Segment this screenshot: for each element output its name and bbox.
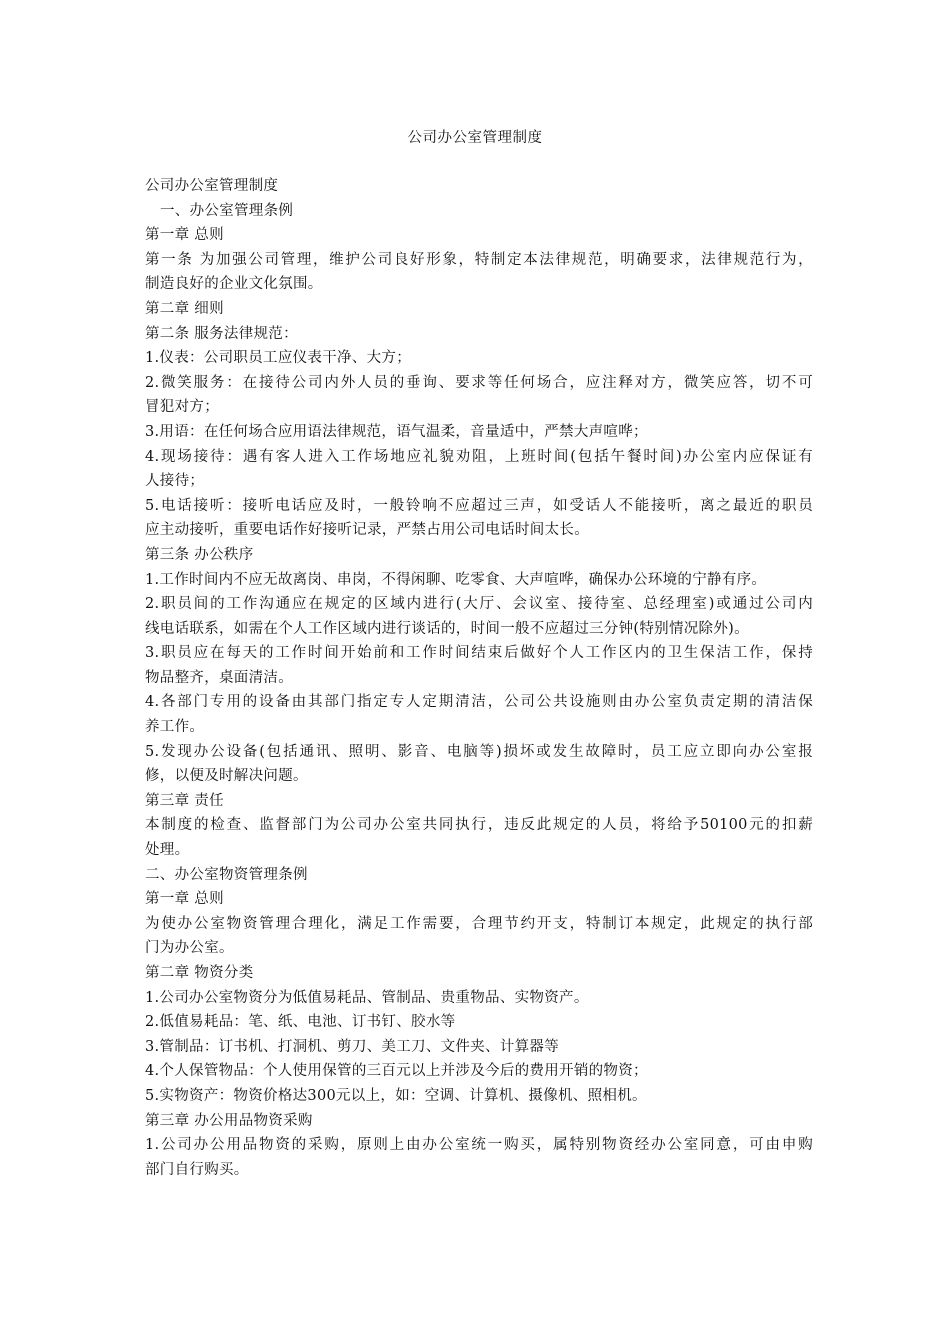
text-line: 1.工作时间内不应无故离岗、串岗，不得闲聊、吃零食、大声喧哗，确保办公环境的宁静有序。: [145, 571, 767, 588]
text-line: 4.现场接待：遇有客人进入工作场地应礼貌劝阻，上班时间(包括午餐时间)办公室内应保证有: [145, 448, 813, 465]
text-line: 1.仪表：公司职员工应仪表干净、大方；: [145, 350, 412, 367]
text-line: 公司办公室管理制度: [145, 178, 279, 194]
text-line: 第一章 总则: [145, 891, 224, 908]
text-line: 第二章 细则: [145, 300, 224, 317]
text-line: 二、办公室物资管理条例: [145, 866, 308, 883]
text-line: 5.实物资产：物资价格达300元以上，如：空调、计算机、摄像机、照相机。: [145, 1087, 647, 1104]
text-line: 5.发现办公设备(包括通讯、照明、影音、电脑等)损坏或发生故障时，员工应立即向办公室报: [145, 743, 813, 760]
text-line: 2.微笑服务：在接待公司内外人员的垂询、要求等任何场合，应注释对方，微笑应答，切不可: [145, 374, 813, 391]
text-line: 第一条 为加强公司管理，维护公司良好形象，特制定本法律规范，明确要求，法律规范行为，: [145, 251, 813, 268]
text-line: 1.公司办公室物资分为低值易耗品、管制品、贵重物品、实物资产。: [145, 989, 589, 1006]
text-line: 2.职员间的工作沟通应在规定的区域内进行(大厅、会议室、接待室、总经理室)或通过公司内: [145, 596, 813, 613]
text-line: 第二条 服务法律规范：: [145, 325, 298, 342]
text-line: 3.用语：在任何场合应用语法律规范，语气温柔，音量适中，严禁大声喧哗；: [145, 423, 648, 440]
document-title: 公司办公室管理制度: [407, 130, 543, 146]
text-line: 第一章 总则: [145, 227, 224, 244]
text-line: 第三章 责任: [145, 792, 224, 809]
text-line: 处理。: [145, 842, 190, 859]
text-line: 线电话联系，如需在个人工作区域内进行谈话的，时间一般不应超过三分钟(特别情况除外)。: [145, 620, 749, 637]
text-line: 第二章 物资分类: [145, 965, 254, 981]
text-line: 本制度的检查、监督部门为公司办公室共同执行，违反此规定的人员，将给予50100元的扣薪: [145, 817, 813, 834]
text-line: 1.公司办公用品物资的采购，原则上由办公室统一购买，属特别物资经办公室同意，可由申购: [145, 1137, 813, 1154]
text-line: 第三章 办公用品物资采购: [145, 1112, 313, 1129]
text-line: 养工作。: [145, 719, 205, 736]
text-line: 为使办公室物资管理合理化，满足工作需要，合理节约开支，特制订本规定，此规定的执行部: [145, 915, 813, 932]
text-line: 第三条 办公秩序: [145, 546, 254, 563]
text-line: 物品整齐，桌面清洁。: [145, 669, 293, 686]
text-line: 4.各部门专用的设备由其部门指定专人定期清洁，公司公共设施则由办公室负责定期的清洁保: [145, 694, 813, 711]
text-line: 修，以便及时解决问题。: [145, 768, 308, 785]
text-line: 门为办公室。: [145, 940, 234, 957]
text-line: 冒犯对方；: [145, 399, 219, 416]
text-line: 人接待；: [145, 473, 205, 490]
text-line: 部门自行购买。: [145, 1161, 249, 1178]
document-body: [145, 174, 813, 1182]
text-line: 5.电话接听：接听电话应及时，一般铃响不应超过三声，如受话人不能接听，离之最近的职员: [145, 497, 813, 514]
text-line: 2.低值易耗品：笔、纸、电池、订书钉、胶水等: [145, 1014, 456, 1031]
text-line: 3.管制品：订书机、打洞机、剪刀、美工刀、文件夹、计算器等: [145, 1038, 560, 1055]
text-line: 3.职员应在每天的工作时间开始前和工作时间结束后做好个人工作区内的卫生保洁工作，保持: [145, 645, 813, 662]
text-line: 应主动接听，重要电话作好接听记录，严禁占用公司电话时间太长。: [145, 522, 589, 539]
text-line: 制造良好的企业文化氛围。: [145, 276, 323, 293]
text-line: 4.个人保管物品：个人使用保管的三百元以上并涉及今后的费用开销的物资；: [145, 1063, 648, 1080]
text-line: 一、办公室管理条例: [160, 202, 294, 219]
